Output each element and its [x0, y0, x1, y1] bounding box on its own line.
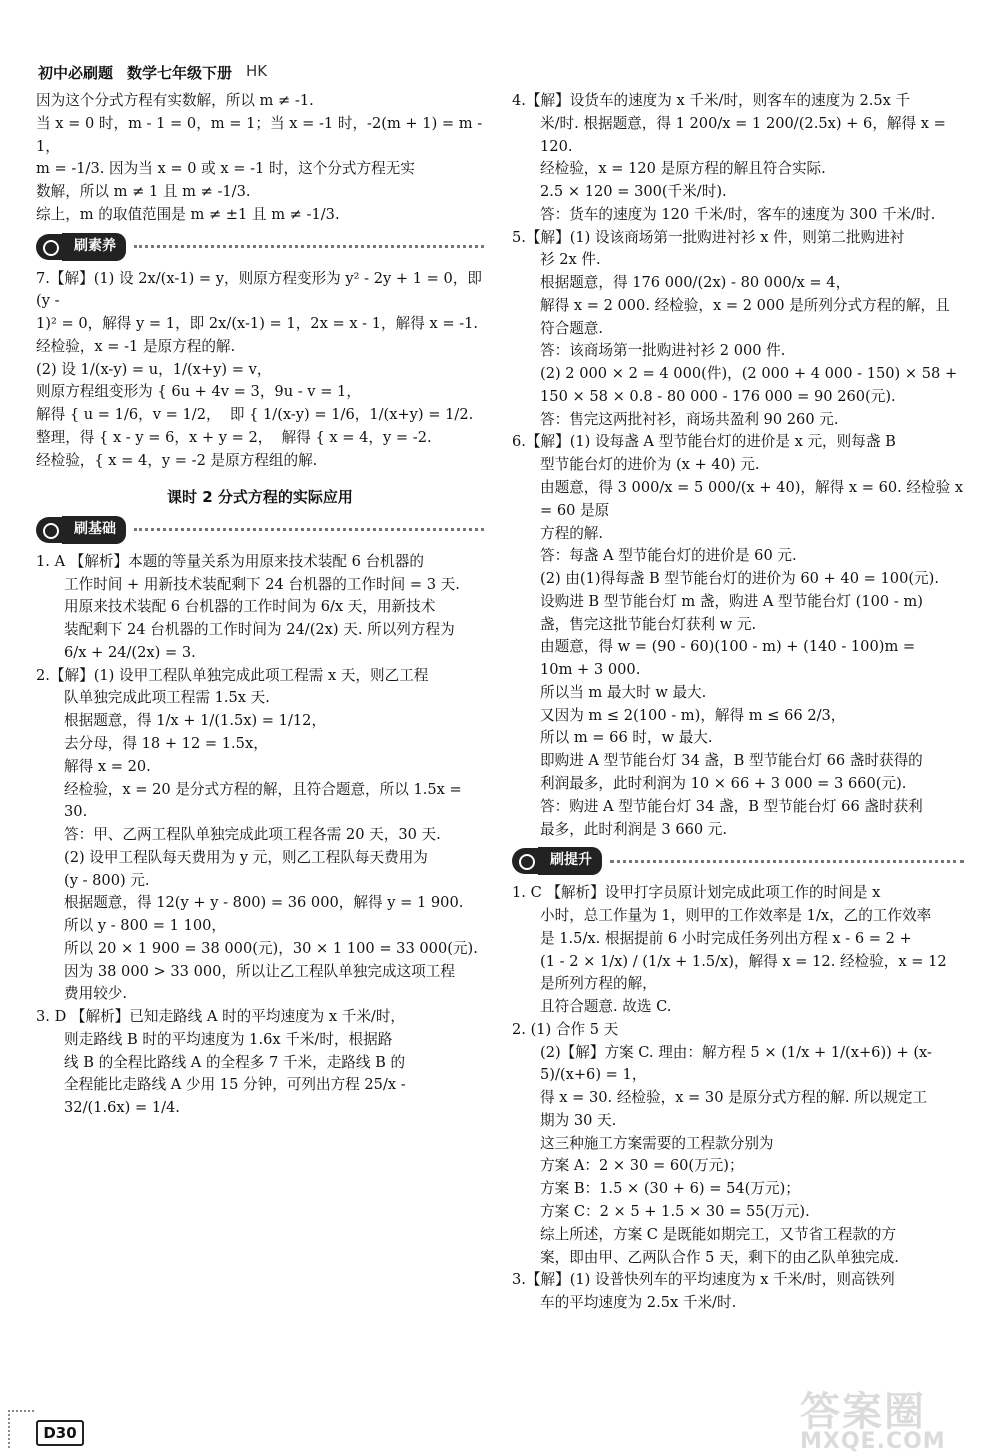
text-line: 整理，得 { x - y = 6，x + y = 2， 解得 { x = 4，y = -2. — [36, 428, 432, 446]
text-line: 且符合题意. 故选 C. — [540, 998, 672, 1016]
watermark-logo — [800, 1380, 990, 1454]
text-line: 小时，总工作量为 1，则甲的工作效率是 1/x，乙的工作效率 — [540, 907, 932, 925]
text-line: 1. A 【解析】本题的等量关系为用原来技术装配 6 台机器的 — [36, 552, 424, 570]
text-line: 车的平均速度为 2.5x 千米/时. — [540, 1294, 737, 1312]
text-line: 解得 x = 20. — [64, 757, 151, 775]
text-line: 利润最多，此时利润为 10 × 66 + 3 000 = 3 660(元). — [540, 774, 907, 792]
question-7 — [36, 268, 484, 473]
watermark-text: 答案圈 — [800, 1389, 926, 1435]
advance-questions — [512, 882, 964, 1315]
text-line: 方程的解. — [540, 524, 604, 542]
text-line: (2) 设甲工程队每天费用为 y 元，则乙工程队每天费用为 — [64, 848, 428, 866]
text-line: 设购进 B 型节能台灯 m 盏，购进 A 型节能台灯 (100 - m) — [540, 592, 923, 610]
dotted-divider — [134, 245, 484, 248]
text-line: 期为 30 天. — [540, 1111, 617, 1129]
text-line: 所以 y - 800 = 1 100， — [64, 917, 227, 935]
edition-label: HK — [246, 62, 268, 80]
text-line: 1. C 【解析】设甲打字员原计划完成此项工作的时间是 x — [512, 884, 881, 902]
text-line: m = -1/3. 因为当 x = 0 或 x = -1 时，这个分式方程无实 — [36, 160, 415, 178]
page-header — [38, 62, 267, 83]
text-line: 用原来技术装配 6 台机器的工作时间为 6/x 天，用新技术 — [64, 598, 436, 616]
text-line: 最多，此时利润是 3 660 元. — [540, 820, 728, 838]
text-line: 得 x = 30. 经检验，x = 30 是原分式方程的解. 所以规定工 — [540, 1089, 928, 1107]
text-line: 6.【解】(1) 设每盏 A 型节能台灯的进价是 x 元，则每盏 B — [512, 433, 896, 451]
watermark-url: MXQE.COM — [800, 1429, 946, 1454]
text-line: 150 × 58 × 0.8 - 80 000 - 176 000 = 90 260(元). — [540, 387, 896, 405]
basic-questions — [36, 551, 484, 1120]
text-line: 根据题意，得 12(y + y - 800) = 36 000，解得 y = 1 900. — [64, 894, 464, 912]
text-line: 去分母，得 18 + 12 = 1.5x， — [64, 735, 268, 752]
section-label: 刷基础 — [62, 516, 126, 544]
text-line: 队单独完成此项工程需 1.5x 天. — [64, 689, 270, 707]
text-line: 当 x = 0 时，m - 1 = 0，m = 1；当 x = -1 时，-2(m + 1) = m - 1， — [36, 114, 487, 155]
text-line: 答：甲、乙两工程队单独完成此项工程各需 20 天，30 天. — [64, 826, 441, 844]
text-line: 全程能比走路线 A 少用 15 分钟，可列出方程 25/x - — [64, 1076, 406, 1094]
text-line: 线 B 的全程比路线 A 的全程多 7 千米，走路线 B 的 — [64, 1053, 406, 1071]
text-line: (2)【解】方案 C. 理由：解方程 5 × (1/x + 1/(x+6)) + (x-5)/(x+6) = 1， — [540, 1043, 932, 1084]
text-line: 经检验，x = 120 是原方程的解且符合实际. — [540, 160, 826, 178]
text-line: 综上所述，方案 C 是既能如期完工，又节省工程款的方 — [540, 1225, 897, 1243]
text-line: 符合题意. — [540, 319, 604, 337]
text-line: 经检验，x = -1 是原方程的解. — [36, 337, 236, 355]
book-subtitle: 数学七年级下册 — [127, 64, 233, 82]
text-line: 答：该商场第一批购进衬衫 2 000 件. — [540, 342, 786, 360]
text-line: 答：购进 A 型节能台灯 34 盏，B 型节能台灯 66 盏时获利 — [540, 797, 923, 815]
text-line: 因为 38 000 > 33 000，所以让乙工程队单独完成这项工程 — [64, 962, 455, 980]
text-line: 这三种施工方案需要的工程款分别为 — [540, 1134, 774, 1152]
dotted-divider — [134, 528, 484, 531]
text-line: 所以 20 × 1 900 = 38 000(元)，30 × 1 100 = 33 000(元). — [64, 939, 478, 957]
section-bar-literacy — [36, 232, 484, 262]
text-line: 2.5 × 120 = 300(千米/时). — [540, 183, 727, 201]
text-line: 答：售完这两批衬衫，商场共盈利 90 260 元. — [540, 410, 839, 428]
section-label: 刷素养 — [62, 233, 126, 261]
brush-icon — [36, 517, 66, 543]
text-line: (2) 由(1)得每盏 B 型节能台灯的进价为 60 + 40 = 100(元). — [540, 570, 939, 588]
text-line: 费用较少. — [64, 985, 128, 1003]
text-line: 5.【解】(1) 设该商场第一批购进衬衫 x 件，则第二批购进衬 — [512, 228, 905, 246]
intro-block — [36, 90, 487, 227]
text-line: 解得 x = 2 000. 经检验，x = 2 000 是所列分式方程的解，且 — [540, 296, 950, 314]
brush-icon — [512, 848, 542, 874]
text-line: 则原方程组变形为 { 6u + 4v = 3，9u - v = 1， — [36, 383, 361, 401]
text-line: 经检验，{ x = 4，y = -2 是原方程组的解. — [36, 451, 318, 469]
dotted-divider — [610, 860, 964, 863]
brush-icon — [36, 234, 66, 260]
text-line: 7.【解】(1) 设 2x/(x-1) = y，则原方程变形为 y² - 2y + 1 = 0，即(y - — [36, 269, 483, 310]
text-line: 由题意，得 w = (90 - 60)(100 - m) + (140 - 100)m = — [540, 638, 916, 656]
text-line: 10m + 3 000. — [540, 661, 641, 679]
text-line: 根据题意，得 176 000/(2x) - 80 000/x = 4， — [540, 274, 851, 292]
text-line: 型节能台灯的进价为 (x + 40) 元. — [540, 456, 760, 474]
applied-questions — [512, 90, 968, 841]
text-line: 综上，m 的取值范围是 m ≠ ±1 且 m ≠ -1/3. — [36, 205, 340, 223]
text-line: 则走路线 B 时的平均速度为 1.6x 千米/时，根据路 — [64, 1030, 393, 1048]
book-title: 初中必刷题 — [38, 64, 114, 82]
text-line: 衫 2x 件. — [540, 251, 601, 269]
text-line: 方案 C：2 × 5 + 1.5 × 30 = 55(万元). — [540, 1202, 810, 1220]
text-line: (2) 2 000 × 2 = 4 000(件)，(2 000 + 4 000 - 150) × 58 + — [540, 365, 958, 383]
text-line: 是 1.5/x. 根据提前 6 小时完成任务列出方程 x - 6 = 2 + — [540, 929, 912, 947]
text-line: 根据题意，得 1/x + 1/(1.5x) = 1/12， — [64, 712, 327, 730]
text-line: 答：每盏 A 型节能台灯的进价是 60 元. — [540, 547, 797, 565]
text-line: 盏，售完这批节能台灯获利 w 元. — [540, 615, 757, 633]
text-line: 工作时间 + 用新技术装配剩下 24 台机器的工作时间 = 3 天. — [64, 575, 460, 593]
text-line: 案，即由甲、乙两队合作 5 天，剩下的由乙队单独完成. — [540, 1248, 899, 1266]
text-line: 1)² = 0，解得 y = 1，即 2x/(x-1) = 1，2x = x - 1，解得 x = -1. — [36, 315, 479, 333]
text-line: 2.【解】(1) 设甲工程队单独完成此项工程需 x 天，则乙工程 — [36, 666, 429, 684]
text-line: 装配剩下 24 台机器的工作时间为 24/(2x) 天. 所以列方程为 — [64, 621, 455, 639]
left-column — [36, 90, 487, 1120]
page-number: D30 — [36, 1420, 84, 1446]
text-line: 答：货车的速度为 120 千米/时，客车的速度为 300 千米/时. — [540, 205, 936, 223]
text-line: 经检验，x = 20 是分式方程的解，且符合题意，所以 1.5x = 30. — [64, 780, 467, 821]
section-bar-basic — [36, 515, 484, 545]
text-line: 4.【解】设货车的速度为 x 千米/时，则客车的速度为 2.5x 千 — [512, 92, 911, 109]
text-line: 32/(1.6x) = 1/4. — [64, 1099, 180, 1117]
text-line: 数解，所以 m ≠ 1 且 m ≠ -1/3. — [36, 183, 251, 201]
text-line: 3. D 【解析】已知走路线 A 时的平均速度为 x 千米/时， — [36, 1008, 406, 1026]
right-column — [512, 90, 968, 1315]
text-line: 又因为 m ≤ 2(100 - m)，解得 m ≤ 66 2/3， — [540, 706, 846, 724]
text-line: 米/时. 根据题意，得 1 200/x = 1 200/(2.5x) + 6，解得 x = 120. — [540, 114, 951, 155]
text-line: 方案 A：2 × 30 = 60(万元)； — [540, 1157, 744, 1175]
text-line: 所以 m = 66 时，w 最大. — [540, 729, 713, 747]
text-line: (2) 设 1/(x-y) = u，1/(x+y) = v， — [36, 360, 272, 378]
text-line: 因为这个分式方程有实数解，所以 m ≠ -1. — [36, 92, 314, 109]
section-bar-advance — [512, 846, 964, 876]
section-label: 刷提升 — [538, 847, 602, 875]
text-line: 即购进 A 型节能台灯 34 盏，B 型节能台灯 66 盏时获得的 — [540, 752, 923, 770]
text-line: 所以当 m 最大时 w 最大. — [540, 683, 707, 701]
page-corner-decoration — [8, 1410, 34, 1448]
text-line: 2. (1) 合作 5 天 — [512, 1020, 619, 1038]
text-line: (y - 800) 元. — [64, 871, 150, 889]
lesson-title: 课时 2 分式方程的实际应用 — [167, 488, 353, 507]
text-line: 由题意，得 3 000/x = 5 000/(x + 40)，解得 x = 60. 经检验 x = 60 是原 — [540, 479, 968, 519]
text-line: 解得 { u = 1/6，v = 1/2， 即 { 1/(x-y) = 1/6，1/(x+y) = 1/2. — [36, 406, 474, 424]
text-line: 方案 B：1.5 × (30 + 6) = 54(万元)； — [540, 1180, 800, 1198]
text-line: 6/x + 24/(2x) = 3. — [64, 643, 196, 661]
text-line: 3.【解】(1) 设普快列车的平均速度为 x 千米/时，则高铁列 — [512, 1271, 895, 1289]
text-line: (1 - 2 × 1/x) / (1/x + 1.5/x)，解得 x = 12. 经检验，x = 12 是所列方程的解， — [540, 952, 952, 993]
